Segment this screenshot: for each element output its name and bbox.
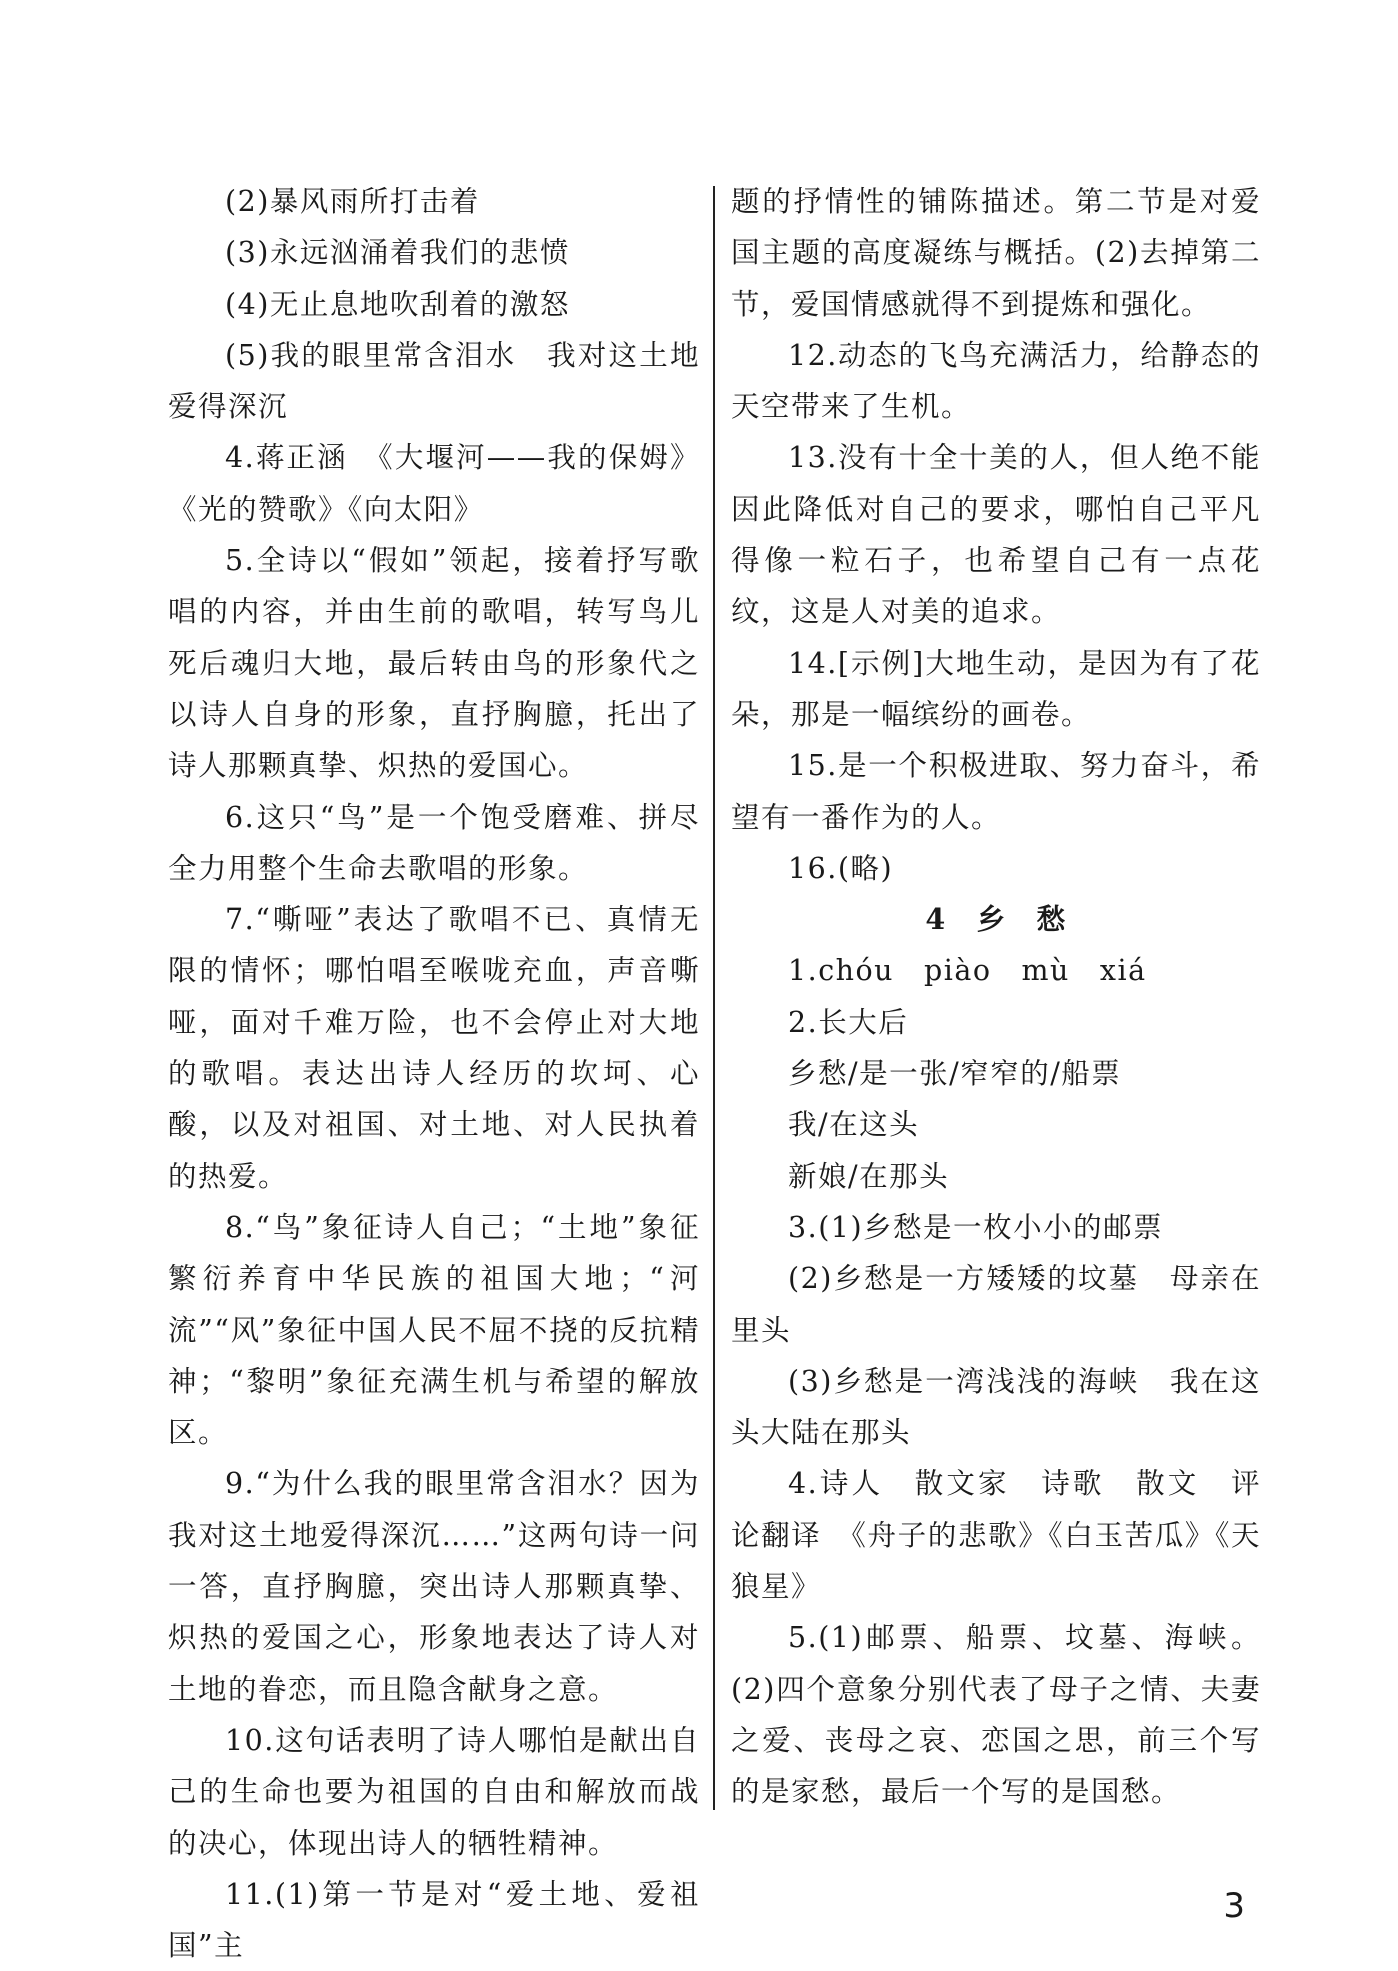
paragraph: 14.[示例]大地生动，是因为有了花朵，那是一幅缤纷的画卷。 [731,646,1261,731]
right-column [731,176,1261,1818]
column-divider [713,186,715,1810]
paragraph: 16.(略) [788,851,894,885]
poem-line: 新娘/在那头 [788,1159,950,1193]
paragraph: 7.“嘶哑”表达了歌唱不已、真情无限的情怀；哪怕唱至喉咙充血，声音嘶哑，面对千难万险，也不会停止对大地的歌唱。表达出诗人经历的坎坷、心酸，以及对祖国、对土地、对人民执着的热爱。 [168,903,700,1193]
page-number: 3 [1223,1886,1245,1926]
paragraph: 6.这只“鸟”是一个饱受磨难、拼尽全力用整个生命去歌唱的形象。 [168,800,700,885]
paragraph: 15.是一个积极进取、努力奋斗，希望有一番作为的人。 [731,749,1261,834]
paragraph: 3.(1)乡愁是一枚小小的邮票 [788,1210,1164,1244]
paragraph: 9.“为什么我的眼里常含泪水？因为我对这土地爱得深沉……”这两句诗一问一答，直抒胸臆，突出诗人那颗真挚、炽热的爱国之心，形象地表达了诗人对土地的眷恋，而且隐含献身之意。 [168,1467,700,1706]
paragraph: 题的抒情性的铺陈描述。第二节是对爱国主题的高度凝练与概括。(2)去掉第二节，爱国情感就得不到提炼和强化。 [731,185,1261,321]
paragraph: 13.没有十全十美的人，但人绝不能因此降低对自己的要求，哪怕自己平凡得像一粒石子，也希望自己有一点花纹，这是人对美的追求。 [731,441,1261,629]
section-heading: 4 乡 愁 [925,902,1067,937]
paragraph: (4)无止息地吹刮着的激怒 [225,287,570,321]
paragraph: (3)乡愁是一湾浅浅的海峡 我在这头大陆在那头 [731,1364,1261,1450]
paragraph: (3)永远汹涌着我们的悲愤 [225,236,570,270]
left-column [168,176,700,1971]
poem-line: 乡愁/是一张/窄窄的/船票 [788,1057,1122,1091]
paragraph: 10.这句话表明了诗人哪怕是献出自己的生命也要为祖国的自由和解放而战的决心，体现出诗人的牺牲精神。 [168,1723,700,1860]
paragraph: 12.动态的飞鸟充满活力，给静态的天空带来了生机。 [731,338,1261,424]
paragraph: 4.诗人 散文家 诗歌 散文 评论翻译 《舟子的悲歌》《白玉苦瓜》《天狼星》 [731,1467,1261,1604]
paragraph: 1.chóu piào mù xiá [788,954,1147,988]
paragraph: (5)我的眼里常含泪水 我对这土地爱得深沉 [168,338,700,424]
paragraph: 11.(1)第一节是对“爱土地、爱祖国”主 [168,1877,700,1963]
paragraph: 5.(1)邮票、船票、坟墓、海峡。(2)四个意象分别代表了母子之情、夫妻之爱、丧母之哀、恋国之思，前三个写的是家愁，最后一个写的是国愁。 [731,1621,1261,1809]
paragraph: 5.全诗以“假如”领起，接着抒写歌唱的内容，并由生前的歌唱，转写鸟儿死后魂归大地，最后转由鸟的形象代之以诗人自身的形象，直抒胸臆，托出了诗人那颗真挚、炽热的爱国心。 [168,544,700,783]
paragraph: 4.蒋正涵 《大堰河——我的保姆》《光的赞歌》《向太阳》 [168,441,700,526]
paragraph: (2)乡愁是一方矮矮的坟墓 母亲在里头 [731,1262,1261,1347]
paragraph: 8.“鸟”象征诗人自己；“土地”象征繁衍养育中华民族的祖国大地；“河流”“风”象征中国人民不屈不挠的反抗精神；“黎明”象征充满生机与希望的解放区。 [168,1210,700,1450]
poem-line: 我/在这头 [788,1108,920,1142]
paragraph: (2)暴风雨所打击着 [225,185,480,218]
paragraph: 2.长大后 [788,1005,909,1039]
